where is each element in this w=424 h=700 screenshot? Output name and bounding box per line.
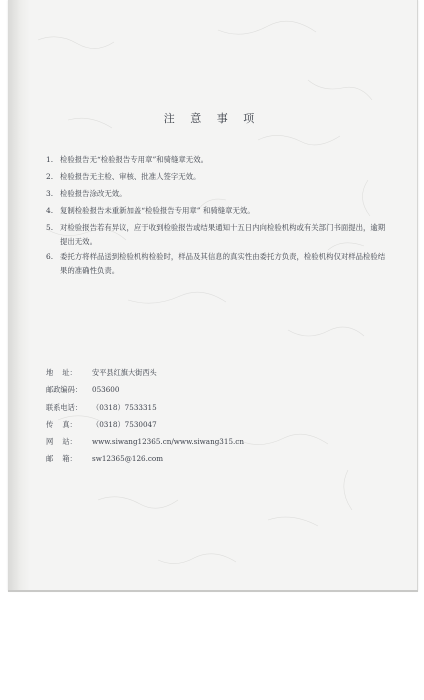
- notice-number: 4.: [46, 206, 54, 215]
- notice-item: [46, 151, 386, 168]
- notice-list: [46, 151, 386, 277]
- contact-label: 传 真：: [46, 419, 77, 429]
- notice-text: 复制检验报告未重新加盖“检验报告专用章” 和骑缝章无效。: [60, 206, 255, 215]
- contact-label: 联系电话：: [46, 402, 82, 412]
- notice-item: [46, 168, 386, 185]
- notice-number: 3.: [46, 189, 54, 198]
- contact-label: 网 站：: [46, 437, 77, 447]
- contact-address: [46, 364, 366, 381]
- contact-value: sw12365@126.com: [92, 454, 164, 464]
- paper-texture: [8, 0, 417, 591]
- contact-label: 邮 箱：: [46, 454, 77, 464]
- notice-text: 委托方将样品送到检验机构检验时，样品及其信息的真实性由委托方负责，检验机构仅对样品检验结果的准确性负责。: [60, 252, 386, 275]
- contact-label: 邮政编码：: [46, 385, 82, 395]
- notice-text: 检验报告无“检验报告专用章”和骑缝章无效。: [60, 155, 208, 164]
- contact-value: （0318）7533315: [92, 402, 157, 412]
- contact-info: [46, 364, 366, 468]
- contact-label: 地 址：: [46, 368, 77, 377]
- contact-value: 053600: [92, 385, 120, 395]
- notice-text: 检验报告无主检、审核、批准人签字无效。: [60, 172, 201, 181]
- notice-number: 1.: [46, 155, 54, 164]
- binding-shadow: [8, 0, 30, 591]
- notice-number: 5.: [46, 223, 54, 232]
- page-title: 注 意 事 项: [163, 112, 261, 125]
- notice-text: 对检验报告若有异议，应于收到检验报告或结果通知十五日内向检验机构或有关部门书面提出，逾期提出无效。: [60, 223, 386, 246]
- contact-email: [46, 450, 366, 467]
- contact-value: www.siwang12365.cn/www.siwang315.cn: [92, 437, 244, 447]
- notice-item: [46, 248, 386, 277]
- contact-value: 安平县红旗大街西头: [92, 368, 157, 377]
- notice-number: 2.: [46, 172, 54, 181]
- contact-value: （0318）7530047: [92, 419, 157, 429]
- contact-website: [46, 433, 366, 450]
- notice-text: 检验报告涂改无效。: [60, 189, 127, 198]
- notice-item: [46, 202, 386, 219]
- notice-item: [46, 185, 386, 202]
- page-edge: [8, 590, 418, 592]
- contact-postcode: [46, 381, 366, 398]
- contact-phone: [46, 399, 366, 416]
- notice-number: 6.: [46, 252, 54, 261]
- document-page: [8, 0, 418, 591]
- contact-fax: [46, 416, 366, 433]
- notice-item: [46, 219, 386, 248]
